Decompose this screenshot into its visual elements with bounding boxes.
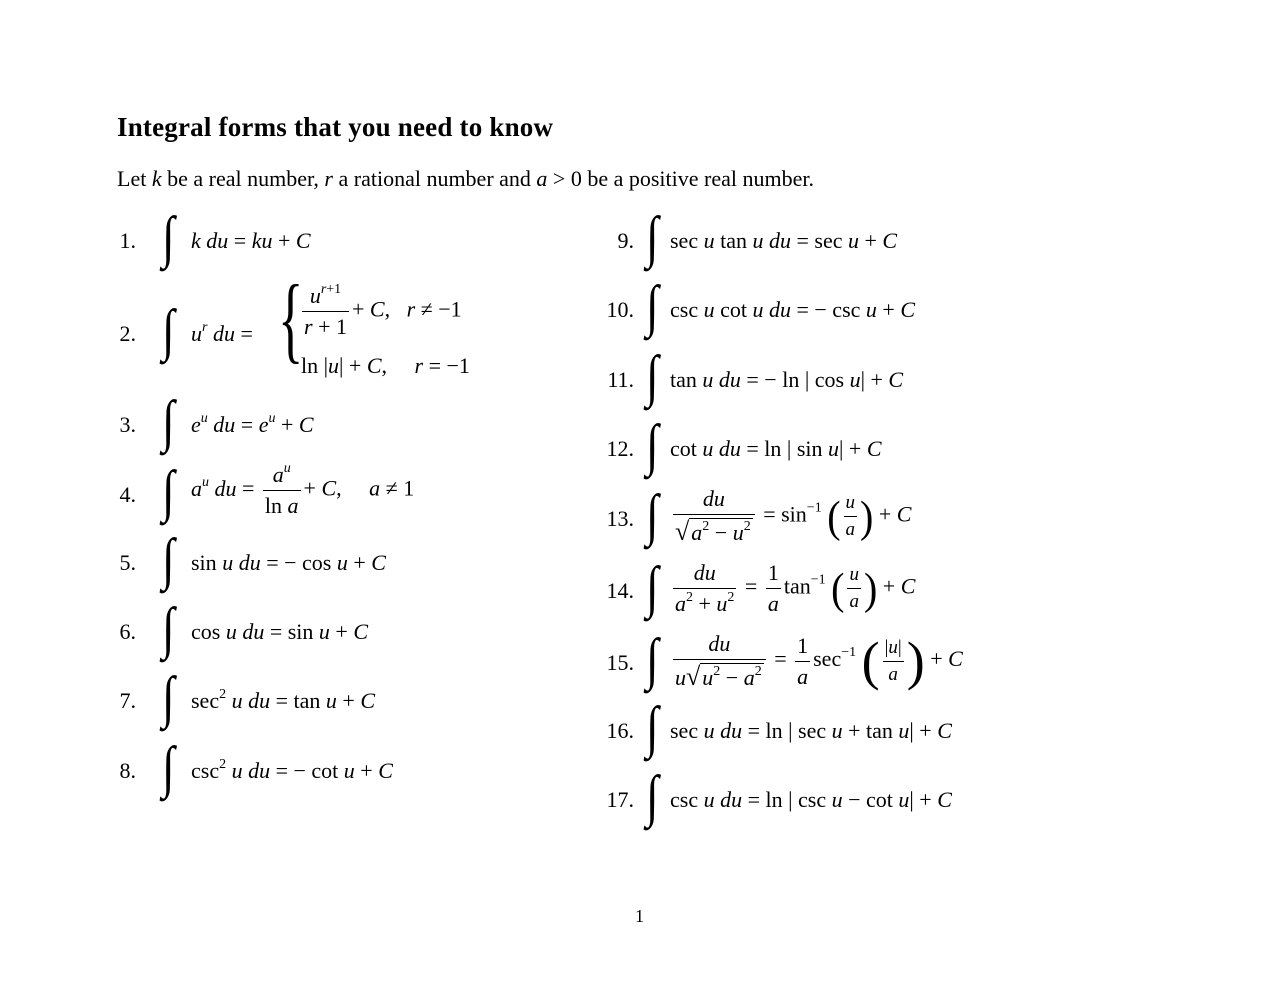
case-2: ln |u| + C, r = −1 — [301, 353, 470, 378]
formula-number: 12. — [606, 436, 634, 461]
formula-number: 5. — [119, 550, 136, 575]
formula-number: 1. — [119, 228, 136, 253]
formula-body: sec u tan u du = sec u + C — [670, 228, 898, 253]
formula-body: $a^u$ du = $\frac{a^u}{\text{ln a}}$ + C, a ≠ 1 — [191, 461, 415, 518]
integral-sign: ∫ — [646, 554, 659, 619]
integral-sign: ∫ — [646, 763, 659, 828]
integral-sign: ∫ — [646, 482, 659, 547]
formula-body: k du = ku + C — [191, 228, 311, 253]
formula-number: 17. — [606, 787, 634, 812]
integral-sign: ∫ — [646, 412, 659, 477]
formula-body: $e^u$ du = $e^u + C$ — [191, 411, 314, 437]
integral-sign: ∫ — [646, 343, 659, 408]
integral-sign: ∫ — [162, 297, 175, 362]
integral-sign: ∫ — [162, 388, 175, 453]
formula-body: cos u du = sin u + C — [191, 619, 369, 644]
formula-body: csc u du = ln | csc u − cot u| + C — [670, 787, 952, 812]
page-number: 1 — [635, 906, 644, 926]
formula-body: $\frac{du}{√a^2 - u^2}$ = $\sin^{-1}$ ( $\frac{u}{a}$ ) + C — [675, 486, 912, 546]
case-1: $\frac{u^{r+1}}{r + 1}$ + C, r ≠ −1 — [304, 282, 462, 339]
case-brace: { — [278, 265, 304, 372]
formula-number: 14. — [606, 578, 634, 603]
formula-body: sec u du = ln | sec u + tan u| + C — [670, 718, 952, 743]
formula-number: 15. — [606, 650, 634, 675]
integral-sign: ∫ — [162, 734, 175, 799]
integral-sign: ∫ — [162, 595, 175, 660]
formula-body: $\csc^2 u$ du = − cot u + C — [191, 757, 393, 783]
formula-body: sin u du = − cos u + C — [191, 550, 386, 575]
formula-body: $\frac{du}{u√u^2 - a^2}$ = $\frac{1}{a}$ $\sec^{-1}$ ( $\frac{|u|}{a}$ ) + C — [675, 630, 963, 691]
formula-number: 4. — [119, 482, 136, 507]
integral-sign: ∫ — [646, 626, 659, 691]
formula-number: 16. — [606, 718, 634, 743]
formula-number: 8. — [119, 758, 136, 783]
formula-number: 13. — [606, 506, 634, 531]
formula-number: 3. — [119, 412, 136, 437]
integral-sign: ∫ — [162, 458, 175, 523]
intro-text: Let k be a real number, r a rational number and a > 0 be a positive real number. — [117, 166, 814, 191]
integral-sign: ∫ — [646, 204, 659, 269]
integral-sign: ∫ — [162, 204, 175, 269]
formula-body: tan u du = − ln | cos u| + C — [670, 367, 904, 392]
formula-body: $\sec^2 u$ du = tan u + C — [191, 687, 375, 713]
formula-number: 10. — [606, 297, 634, 322]
formula-number: 2. — [119, 321, 136, 346]
integral-sign: ∫ — [646, 694, 659, 759]
formula-number: 11. — [607, 367, 634, 392]
integral-sign: ∫ — [162, 526, 175, 591]
integral-sign: ∫ — [162, 664, 175, 729]
formula-number: 7. — [119, 688, 136, 713]
page-title: Integral forms that you need to know — [117, 112, 554, 142]
formula-body: $\frac{du}{a^2 + u^2}$ = $\frac{1}{a}$ $\tan^{-1}$ ( $\frac{u}{a}$ ) + C — [675, 560, 916, 616]
formula-body: csc u cot u du = − csc u + C — [670, 297, 915, 322]
formula-body: cot u du = ln | sin u| + C — [670, 436, 882, 461]
formula-number: 9. — [617, 228, 634, 253]
integral-sign: ∫ — [646, 273, 659, 338]
formula-number: 6. — [119, 619, 136, 644]
formula-body: $u^r$ du = — [191, 320, 253, 346]
